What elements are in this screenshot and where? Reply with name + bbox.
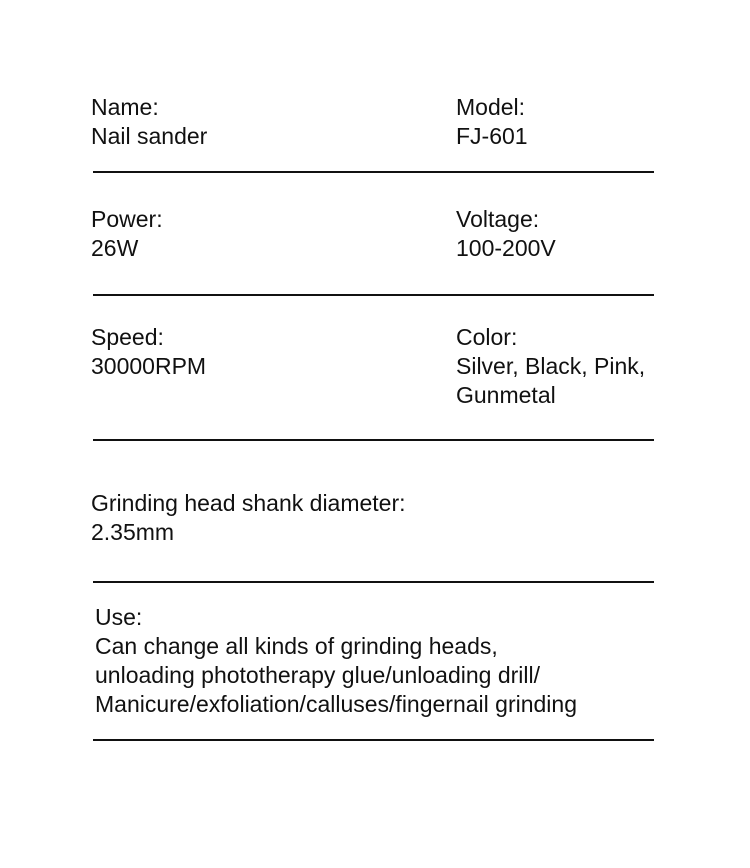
use-field [95,603,577,719]
model-value: FJ-601 [456,123,528,149]
divider [93,581,654,583]
name-value: Nail sander [91,123,208,149]
speed-value: 30000RPM [91,353,207,379]
color-value-line2: Gunmetal [456,382,556,408]
divider [93,294,654,296]
speed-field [91,323,206,381]
use-line-3: Manicure/exfoliation/calluses/fingernail grinding [95,691,577,717]
divider [93,439,654,441]
voltage-label: Voltage: [456,206,540,232]
name-field [91,93,207,151]
color-field [456,323,645,410]
voltage-value: 100-200V [456,235,556,261]
divider [93,739,654,741]
use-line-1: Can change all kinds of grinding heads, [95,633,498,659]
speed-label: Speed: [91,324,164,350]
use-label: Use: [95,604,143,630]
model-label: Model: [456,94,526,120]
color-value-line1: Silver, Black, Pink, [456,353,646,379]
divider [93,171,654,173]
shank-diameter-value: 2.35mm [91,519,175,545]
power-value: 26W [91,235,139,261]
shank-diameter-field [91,489,406,547]
color-label: Color: [456,324,518,350]
voltage-field [456,205,556,263]
use-line-2: unloading phototherapy glue/unloading drill/ [95,662,541,688]
name-label: Name: [91,94,159,120]
power-label: Power: [91,206,163,232]
model-field [456,93,528,151]
power-field [91,205,163,263]
shank-diameter-label: Grinding head shank diameter: [91,490,406,516]
